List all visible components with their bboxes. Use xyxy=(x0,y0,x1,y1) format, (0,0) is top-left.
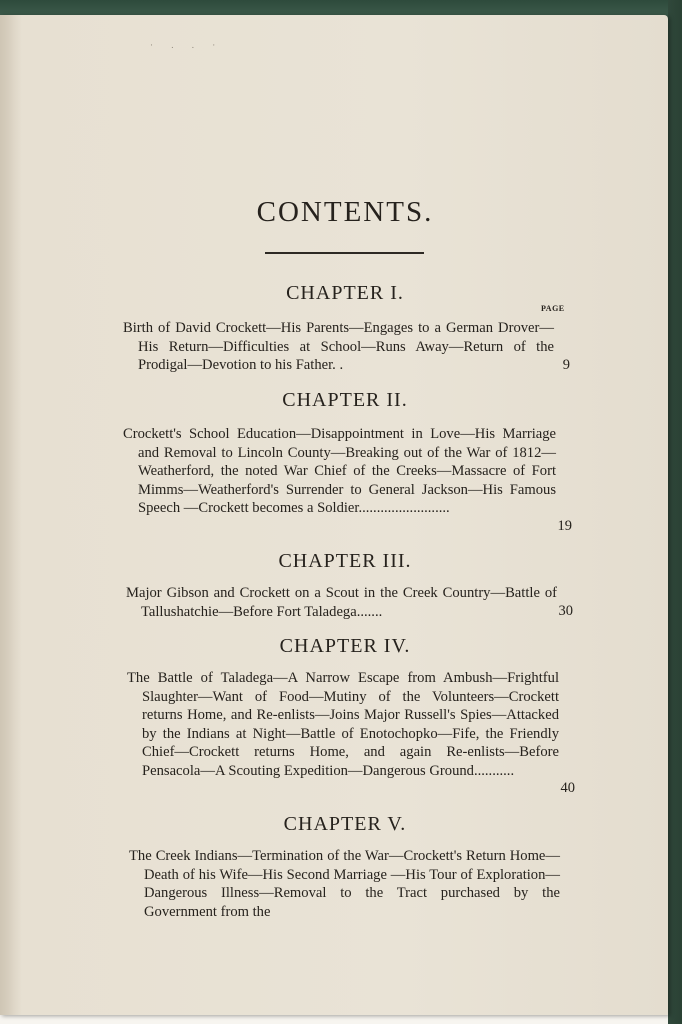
contents-title: CONTENTS. xyxy=(256,196,434,228)
page-gutter-shadow xyxy=(0,15,22,1015)
chapter-4-heading: CHAPTER IV. xyxy=(279,635,411,657)
chapter-4-page-number: 40 xyxy=(560,780,575,796)
book-cover-edge-right xyxy=(668,0,682,1024)
chapter-4-summary: The Battle of Taladega—A Narrow Escape from Ambush—Frightful Slaughter—Want of Food—Mutiny of the Volunteers—Crockett returns Home, and Re-enlists—Joins Major Russell's Spies—Attacked by the Indians at Night—Battle of Enotochopko—Fife, the Friendly Chief—Crockett returns Home, and again Re-enlists—Before Pensacola—A Scouting Expedition—Dangerous Ground........... xyxy=(127,670,559,779)
chapter-5-heading: CHAPTER V. xyxy=(283,813,407,835)
chapter-2-page-number: 19 xyxy=(557,518,572,534)
page-header-mark: · . . · xyxy=(150,40,224,50)
chapter-3-summary: Major Gibson and Crockett on a Scout in the Creek Country—Battle of Tallushatchie—Before Fort Taladega....... xyxy=(126,585,557,620)
page-column-label: PAGE xyxy=(541,304,565,313)
chapter-2-summary: Crockett's School Education—Disappointment in Love—His Marriage and Removal to Lincoln County—Breaking out of the War of 1812—Weatherford, the noted War Chief of the Creeks—Massacre of Fort Mimms—Weatherford's Surrender to General Jackson—His Famous Speech —Crockett becomes a Soldier......................... xyxy=(123,426,556,517)
chapter-3-page-number: 30 xyxy=(558,603,573,619)
chapter-5-summary: The Creek Indians—Termination of the War—Crockett's Return Home—Death of his Wife—His Second Marriage —His Tour of Exploration—Dangerous Illness—Removal to the Tract purchased by the Government from the xyxy=(129,848,560,920)
chapter-1-summary: Birth of David Crockett—His Parents—Engages to a German Drover—His Return—Difficulties at School—Runs Away—Return of the Prodigal—Devotion to his Father. . xyxy=(123,320,554,374)
chapter-1-heading: CHAPTER I. xyxy=(286,282,404,304)
chapter-3-heading: CHAPTER III. xyxy=(278,550,412,572)
title-rule xyxy=(265,252,424,254)
chapter-1-page-number: 9 xyxy=(562,357,570,373)
chapter-2-heading: CHAPTER II. xyxy=(282,389,408,411)
